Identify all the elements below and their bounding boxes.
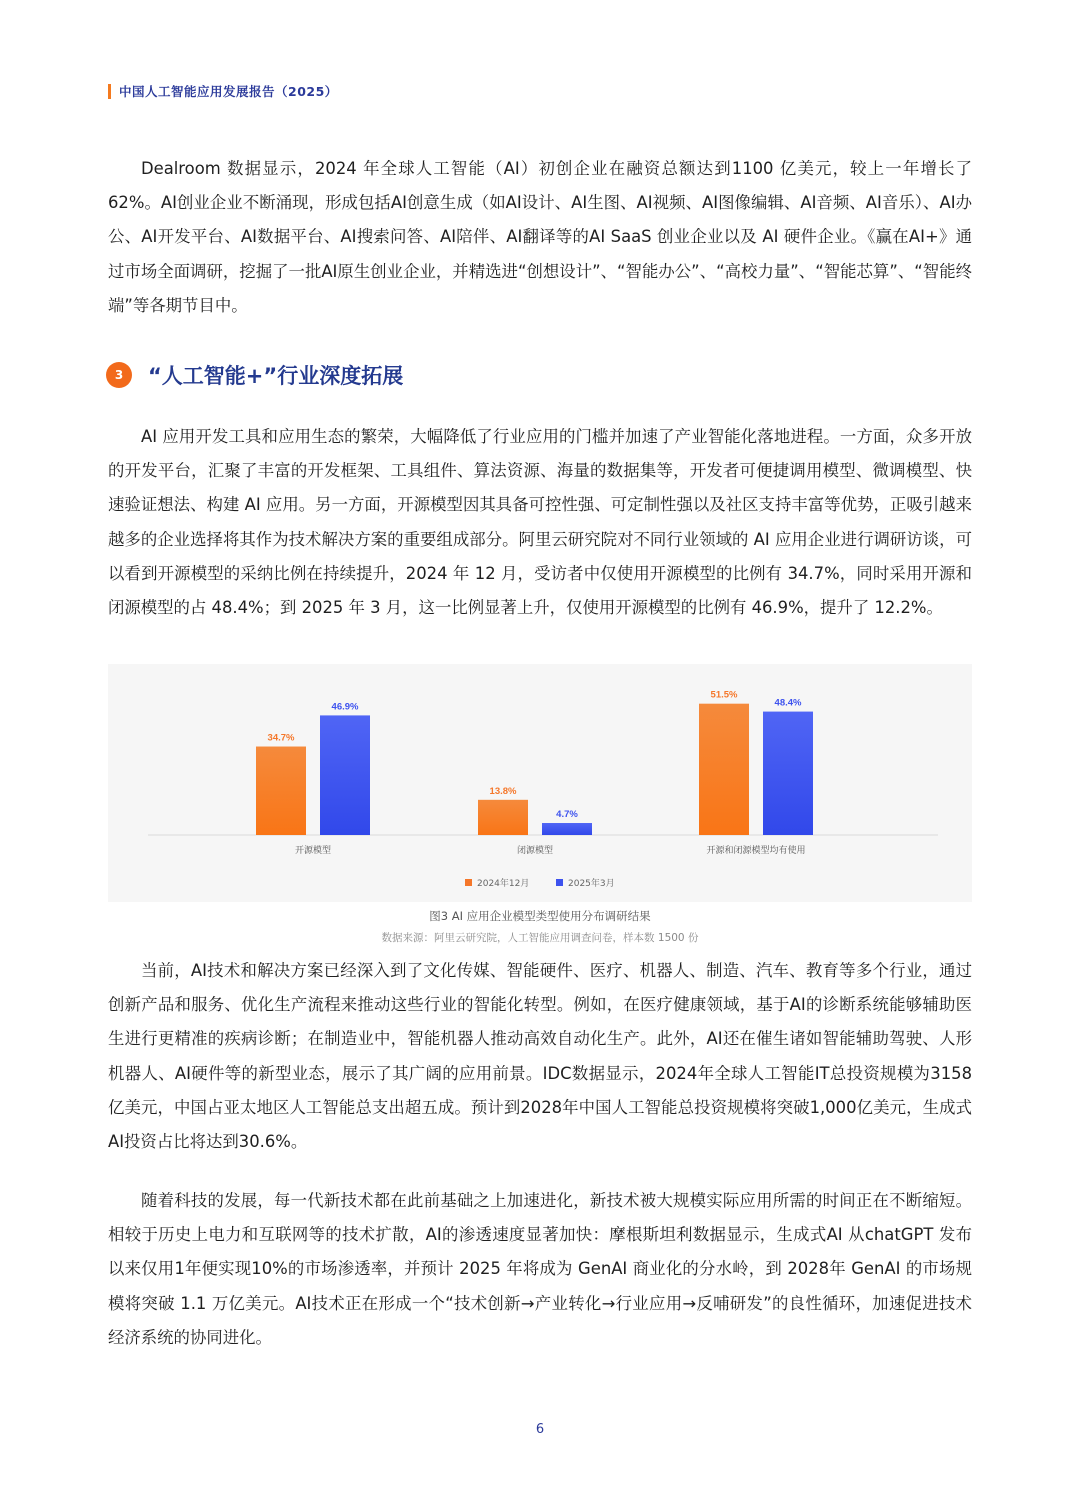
legend-swatch-0 bbox=[465, 879, 472, 886]
paragraph-4: 随着科技的发展，每一代新技术都在此前基础之上加速进化，新技术被大规模实际应用所需的时间正在不断缩短。相较于历史上电力和互联网等的技术扩散，AI的渗透速度显著加快：摩根斯坦利数据显示，生成式AI 从chatGPT 发布以来仅用1年便实现10%的市场渗透率，并预计 2025 年将成为 GenAI 商业化的分水岭，到 2028年 GenAI 的市场规模将突破 1.1 万亿美元。AI技术正在形成一个“技术创新→产业转化→行业应用→反哺研发”的良性循环，加速促进技术经济系统的协同进化。 bbox=[108, 1191, 972, 1347]
header-accent-bar bbox=[108, 84, 111, 99]
paragraph-2: AI 应用开发工具和应用生态的繁荣，大幅降低了行业应用的门槛并加速了产业智能化落地进程。一方面，众多开放的开发平台，汇聚了丰富的开发框架、工具组件、算法资源、海量的数据集等，开发者可便捷调用模型、微调模型、快速验证想法、构建 AI 应用。另一方面，开源模型因其具备可控性强、可定制性强以及社区支持丰富等优势，正吸引越来越多的企业选择将其作为技术解决方案的重要组成部分。阿里云研究院对不同行业领域的 AI 应用企业进行调研访谈，可以看到开源模型的采纳比例在持续提升，2024 年 12 月，受访者中仅使用开源模型的比例有 34.7%，同时采用开源和闭源模型的占 48.4%；到 2025 年 3 月，这一比例显著上升，仅使用开源模型的比例有 46.9%，提升了 12.2%。 bbox=[108, 427, 972, 618]
section-number-badge: 3 bbox=[106, 362, 132, 388]
section-title: “人工智能+”行业深度拓展 bbox=[148, 364, 404, 388]
bar-0-series-0 bbox=[256, 747, 306, 835]
category-label-2: 开源和闭源模型均有使用 bbox=[706, 846, 806, 856]
data-label-2-series-1: 48.4% bbox=[774, 697, 802, 709]
category-label-1: 闭源模型 bbox=[516, 846, 554, 856]
header-title: 中国人工智能应用发展报告（2025） bbox=[119, 84, 338, 99]
figure-caption: 图3 AI 应用企业模型类型使用分布调研结果 bbox=[429, 909, 651, 923]
data-label-1-series-0: 13.8% bbox=[489, 785, 517, 797]
bar-0-series-1 bbox=[320, 715, 370, 835]
bar-2-series-0 bbox=[699, 704, 749, 835]
bar-chart bbox=[108, 664, 972, 902]
legend-label-0: 2024年12月 bbox=[477, 879, 530, 889]
figure-source: 数据来源：阿里云研究院，人工智能应用调查问卷，样本数 1500 份 bbox=[381, 932, 699, 944]
data-label-2-series-0: 51.5% bbox=[710, 689, 738, 701]
legend-swatch-1 bbox=[556, 879, 563, 886]
bar-1-series-1 bbox=[542, 823, 592, 835]
data-label-0-series-0: 34.7% bbox=[267, 732, 295, 744]
data-label-1-series-1: 4.7% bbox=[556, 809, 578, 821]
bar-chart-svg bbox=[108, 664, 972, 902]
category-label-0: 开源模型 bbox=[294, 846, 332, 856]
running-header bbox=[108, 82, 338, 100]
page-number: 6 bbox=[535, 1422, 545, 1437]
paragraph-3: 当前，AI技术和解决方案已经深入到了文化传媒、智能硬件、医疗、机器人、制造、汽车、教育等多个行业，通过创新产品和服务、优化生产流程来推动这些行业的智能化转型。例如，在医疗健康领域，基于AI的诊断系统能够辅助医生进行更精准的疾病诊断；在制造业中，智能机器人推动高效自动化生产。此外，AI还在催生诸如智能辅助驾驶、人形机器人、AI硬件等的新型业态，展示了其广阔的应用前景。IDC数据显示，2024年全球人工智能IT总投资规模为3158亿美元，中国占亚太地区人工智能总支出超五成。预计到2028年中国人工智能总投资规模将突破1,000亿美元，生成式AI投资占比将达到30.6%。 bbox=[108, 961, 972, 1152]
bar-1-series-0 bbox=[478, 800, 528, 835]
legend-label-1: 2025年3月 bbox=[568, 879, 615, 889]
section-heading bbox=[106, 360, 403, 390]
bar-2-series-1 bbox=[763, 712, 813, 835]
data-label-0-series-1: 46.9% bbox=[331, 701, 359, 713]
paragraph-1: Dealroom 数据显示，2024 年全球人工智能（AI）初创企业在融资总额达到1100 亿美元，较上一年增长了62%。AI创业企业不断涌现，形成包括AI创意生成（如AI设计、AI生图、AI视频、AI图像编辑、AI音频、AI音乐）、AI办公、AI开发平台、AI数据平台、AI搜索问答、AI陪伴、AI翻译等的AI SaaS 创业企业以及 AI 硬件企业。《赢在AI+》通过市场全面调研，挖掘了一批AI原生创业企业，并精选进“创想设计”、“智能办公”、“高校力量”、“智能芯算”、“智能终端”等各期节目中。 bbox=[108, 159, 972, 315]
